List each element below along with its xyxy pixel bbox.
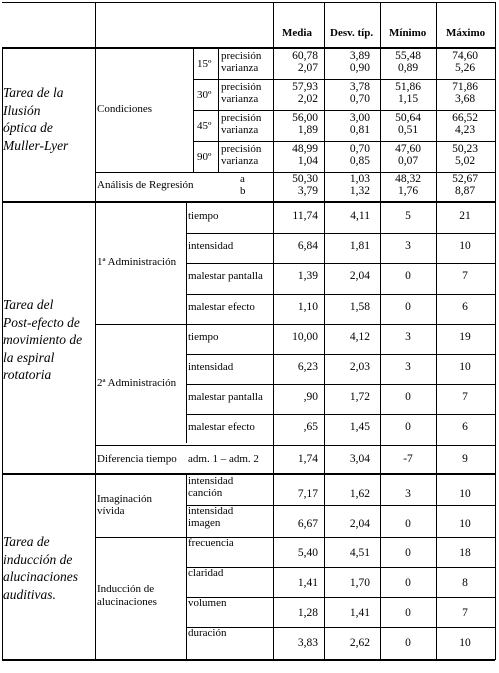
post-efecto-row-value: 6,84	[297, 240, 318, 253]
col-line	[95, 203, 96, 473]
regression-row-value: 8,87	[454, 185, 476, 197]
condition-row-value: 5,26	[454, 62, 476, 74]
imaginacion-row-label: canción	[188, 487, 223, 499]
induccion-row-value: 1,41	[349, 607, 370, 619]
post-efecto-row-value: 1,39	[297, 270, 318, 283]
condition-row-value: 0,89	[397, 62, 419, 74]
post-efecto-row-label: malestar pantalla	[188, 391, 263, 404]
post-efecto-row-value: 5	[405, 210, 411, 222]
condition-row-value: 60,78	[292, 50, 318, 62]
post-efecto-row-value: 3	[405, 330, 411, 343]
induccion-row-value: 1,70	[349, 577, 370, 589]
regression-row-value: 1,32	[349, 185, 370, 197]
imaginacion-row-value: 10	[459, 488, 471, 500]
row-separator	[186, 567, 495, 568]
group-induccion: alucinaciones	[97, 596, 157, 608]
condition-row-value: 1,15	[397, 93, 419, 105]
post-efecto-row-value: 6	[462, 300, 468, 313]
induccion-row-value: 8	[462, 577, 468, 589]
condition-row-value: 56,00	[292, 112, 318, 124]
condition-row-label: varianza	[221, 155, 259, 167]
imaginacion-row-value: 2,04	[349, 518, 370, 530]
induccion-row-label: frecuencia	[188, 537, 234, 549]
post-efecto-row-value: 1,45	[349, 421, 370, 434]
condition-row-value: 1,89	[297, 124, 318, 136]
header-col-line	[324, 2, 325, 47]
diferencia-row-value: 9	[462, 453, 468, 465]
post-efecto-row-value: 10	[459, 361, 471, 373]
condition-row-value: 50,23	[452, 143, 478, 155]
induccion-row-value: 18	[459, 547, 471, 559]
imaginacion-row-value: 7,17	[297, 488, 318, 500]
section-title-post-efecto: Post-efecto de	[3, 314, 80, 330]
row-separator	[186, 233, 495, 234]
row-separator	[2, 48, 495, 49]
regression-row-value: 3,79	[297, 185, 318, 197]
condition-row-label: precisión	[221, 81, 262, 93]
condition-row-value: 74,60	[452, 50, 478, 62]
induccion-row-value: 0	[405, 607, 411, 619]
row-separator	[186, 354, 495, 355]
condition-row-value: 2,07	[297, 62, 318, 74]
condition-row-value: 0,70	[349, 93, 370, 105]
row-separator	[186, 414, 495, 415]
condition-row-value: 0,90	[349, 62, 370, 74]
row-separator	[2, 2, 495, 3]
post-efecto-row-label: tiempo	[188, 330, 219, 343]
induccion-row-value: 0	[405, 547, 411, 559]
section-title-alucinaciones: auditivas.	[3, 586, 56, 602]
row-separator	[193, 141, 495, 142]
post-efecto-row-label: tiempo	[188, 210, 219, 222]
induccion-row-value: 0	[405, 637, 411, 649]
condition-row-value: 0,70	[349, 143, 370, 155]
section-title-post-efecto: rotatoria	[3, 367, 52, 382]
condition-row-label: precisión	[221, 50, 262, 62]
post-efecto-row-value: 21	[459, 210, 471, 222]
diferencia-row-value: 1,74	[297, 453, 318, 465]
section-title-alucinaciones: inducción de	[3, 551, 73, 567]
condition-row-value: 0,51	[397, 124, 419, 136]
condition-row-label: precisión	[221, 112, 262, 124]
condition-row-value: 5,02	[454, 155, 476, 167]
col-line	[95, 48, 96, 201]
post-efecto-row-label: malestar pantalla	[188, 270, 263, 283]
imaginacion-row-value: 10	[459, 518, 471, 530]
post-efecto-row-label: intensidad	[188, 361, 234, 373]
regression-row-value: 1,03	[349, 173, 370, 185]
condition-row-value: 51,86	[395, 81, 421, 93]
post-efecto-row-value: 4,11	[350, 210, 370, 222]
post-efecto-row-label: malestar efecto	[188, 421, 255, 434]
row-separator	[186, 263, 495, 264]
row-separator	[2, 202, 495, 203]
imaginacion-row-label: intensidad	[188, 505, 234, 517]
induccion-row-value: 7	[462, 607, 468, 619]
post-efecto-row-value: ,65	[303, 421, 318, 434]
row-separator	[193, 110, 495, 111]
post-efecto-row-value: 0	[405, 421, 411, 434]
post-efecto-row-value: 3	[405, 240, 411, 253]
imaginacion-row-label: intensidad	[188, 475, 234, 487]
row-separator	[193, 79, 495, 80]
row-separator	[186, 627, 495, 628]
induccion-row-value: 10	[459, 637, 471, 649]
condition-row-value: 1,04	[297, 155, 318, 167]
row-separator	[186, 294, 495, 295]
regression-row-value: 52,67	[452, 173, 478, 185]
post-efecto-row-value: 6,23	[297, 361, 318, 373]
post-efecto-row-value: 1,72	[349, 391, 370, 404]
imaginacion-row-label: imagen	[188, 517, 221, 529]
condition-row-value: 0,81	[349, 124, 370, 136]
group-diferencia-tiempo: Diferencia tiempo	[97, 453, 177, 465]
group-2a-administracion: 2ª Administración	[97, 377, 177, 390]
group-induccion: Inducción de	[97, 583, 155, 595]
condition-row-value: 0,85	[349, 155, 370, 167]
header-col-line	[436, 2, 437, 47]
induccion-row-value: 1,41	[297, 577, 318, 589]
regression-coef-label: a	[240, 173, 245, 185]
angle-label-3: 90º	[197, 151, 212, 163]
induccion-row-label: volumen	[188, 597, 227, 609]
section-title-alucinaciones: Tarea de	[3, 534, 50, 549]
induccion-row-value: 5,40	[297, 547, 318, 559]
header-desv-tip: Desv. típ.	[330, 27, 374, 39]
diferencia-row-value: -7	[403, 453, 413, 465]
section-title-alucinaciones: alucinaciones	[3, 569, 78, 584]
angle-label-1: 30º	[197, 89, 212, 101]
section-title-post-efecto: movimiento de	[3, 332, 83, 347]
row-separator	[95, 537, 495, 538]
condition-row-value: 3,89	[349, 50, 370, 62]
group-imaginacion-vivida: vívida	[97, 505, 125, 517]
regression-row-value: 48,32	[395, 173, 421, 185]
condition-row-value: 66,52	[452, 112, 478, 124]
post-efecto-row-value: 10	[459, 240, 471, 253]
header-media: Media	[282, 27, 312, 39]
row-separator	[95, 445, 495, 446]
condition-row-value: 2,02	[297, 93, 318, 105]
section-title-post-efecto: la espiral	[3, 349, 55, 365]
imaginacion-row-value: 1,62	[349, 488, 370, 500]
condition-row-value: 71,86	[452, 81, 478, 93]
post-efecto-row-value: 10,00	[292, 330, 318, 343]
post-efecto-row-value: 11,74	[292, 210, 318, 222]
header-col-line	[273, 2, 274, 47]
angle-label-0: 15º	[197, 58, 212, 70]
post-efecto-row-value: 1,10	[297, 300, 318, 313]
post-efecto-row-value: 0	[405, 391, 411, 404]
imaginacion-row-value: 3	[405, 488, 411, 500]
diferencia-row-value: 3,04	[349, 453, 370, 465]
condition-row-value: 50,64	[395, 112, 421, 124]
post-efecto-row-label: intensidad	[188, 240, 234, 253]
header-minimo: Mínimo	[389, 27, 427, 39]
condition-row-value: 3,00	[349, 112, 370, 124]
induccion-row-label: duración	[188, 627, 227, 639]
post-efecto-row-value: 1,58	[349, 300, 370, 313]
section-title-muller-lyer: óptica de	[3, 120, 53, 135]
post-efecto-row-value: 2,04	[349, 270, 370, 283]
post-efecto-row-value: 7	[462, 391, 468, 404]
regression-row-value: 1,76	[397, 185, 419, 197]
condition-row-label: varianza	[221, 93, 259, 105]
group-1a-administracion: 1ª Administración	[97, 256, 177, 269]
induccion-row-value: 2,62	[349, 637, 370, 649]
condition-row-value: 4,23	[454, 124, 476, 136]
section-title-muller-lyer: Ilusión	[3, 102, 41, 118]
condition-row-label: varianza	[221, 124, 259, 136]
group-regresion: Análisis de Regresión	[97, 179, 194, 191]
condition-row-value: 3,68	[454, 93, 476, 105]
row-separator	[2, 660, 495, 661]
header-col-line	[95, 2, 96, 47]
angle-label-2: 45º	[197, 120, 212, 132]
post-efecto-row-value: 6	[462, 421, 468, 434]
induccion-row-value: 0	[405, 577, 411, 589]
post-efecto-row-value: 1,81	[349, 240, 370, 253]
group-imaginacion-vivida: Imaginación	[97, 493, 152, 505]
post-efecto-row-value: ,90	[303, 391, 318, 404]
post-efecto-row-value: 4,12	[349, 330, 370, 343]
row-separator	[2, 474, 495, 475]
imaginacion-row-value: 6,67	[297, 518, 318, 530]
post-efecto-row-label: malestar efecto	[188, 300, 255, 313]
post-efecto-row-value: 19	[459, 330, 471, 343]
diferencia-row-label: adm. 1 – adm. 2	[188, 453, 259, 465]
col-line	[95, 475, 96, 659]
regression-coef-label: b	[240, 185, 246, 197]
induccion-row-value: 3,83	[297, 637, 318, 649]
row-separator	[186, 597, 495, 598]
induccion-row-label: claridad	[188, 567, 224, 579]
row-separator	[186, 384, 495, 385]
post-efecto-row-value: 3	[405, 361, 411, 373]
post-efecto-row-value: 0	[405, 300, 411, 313]
condition-row-value: 47,60	[395, 143, 421, 155]
condition-row-label: precisión	[221, 143, 262, 155]
post-efecto-row-value: 0	[405, 270, 411, 283]
imaginacion-row-value: 0	[405, 518, 411, 530]
condition-row-value: 48,99	[292, 143, 318, 155]
regression-row-value: 50,30	[292, 173, 318, 185]
section-title-post-efecto: Tarea del	[3, 297, 54, 312]
induccion-row-value: 4,51	[349, 547, 370, 559]
header-col-line	[380, 2, 381, 47]
table-border-right	[495, 2, 496, 660]
header-maximo: Máximo	[446, 27, 486, 39]
section-title-muller-lyer: Tarea de la	[3, 85, 64, 100]
post-efecto-row-value: 7	[462, 270, 468, 283]
condition-row-value: 3,78	[349, 81, 370, 93]
induccion-row-value: 1,28	[297, 607, 318, 619]
row-separator	[186, 324, 495, 325]
group-condiciones: Condiciones	[97, 103, 152, 115]
condition-row-label: varianza	[221, 62, 259, 74]
post-efecto-row-value: 2,03	[349, 361, 370, 373]
condition-row-value: 57,93	[292, 81, 318, 93]
section-title-muller-lyer: Muller-Lyer	[3, 137, 69, 153]
condition-row-value: 0,07	[397, 155, 419, 167]
condition-row-value: 55,48	[395, 50, 421, 62]
